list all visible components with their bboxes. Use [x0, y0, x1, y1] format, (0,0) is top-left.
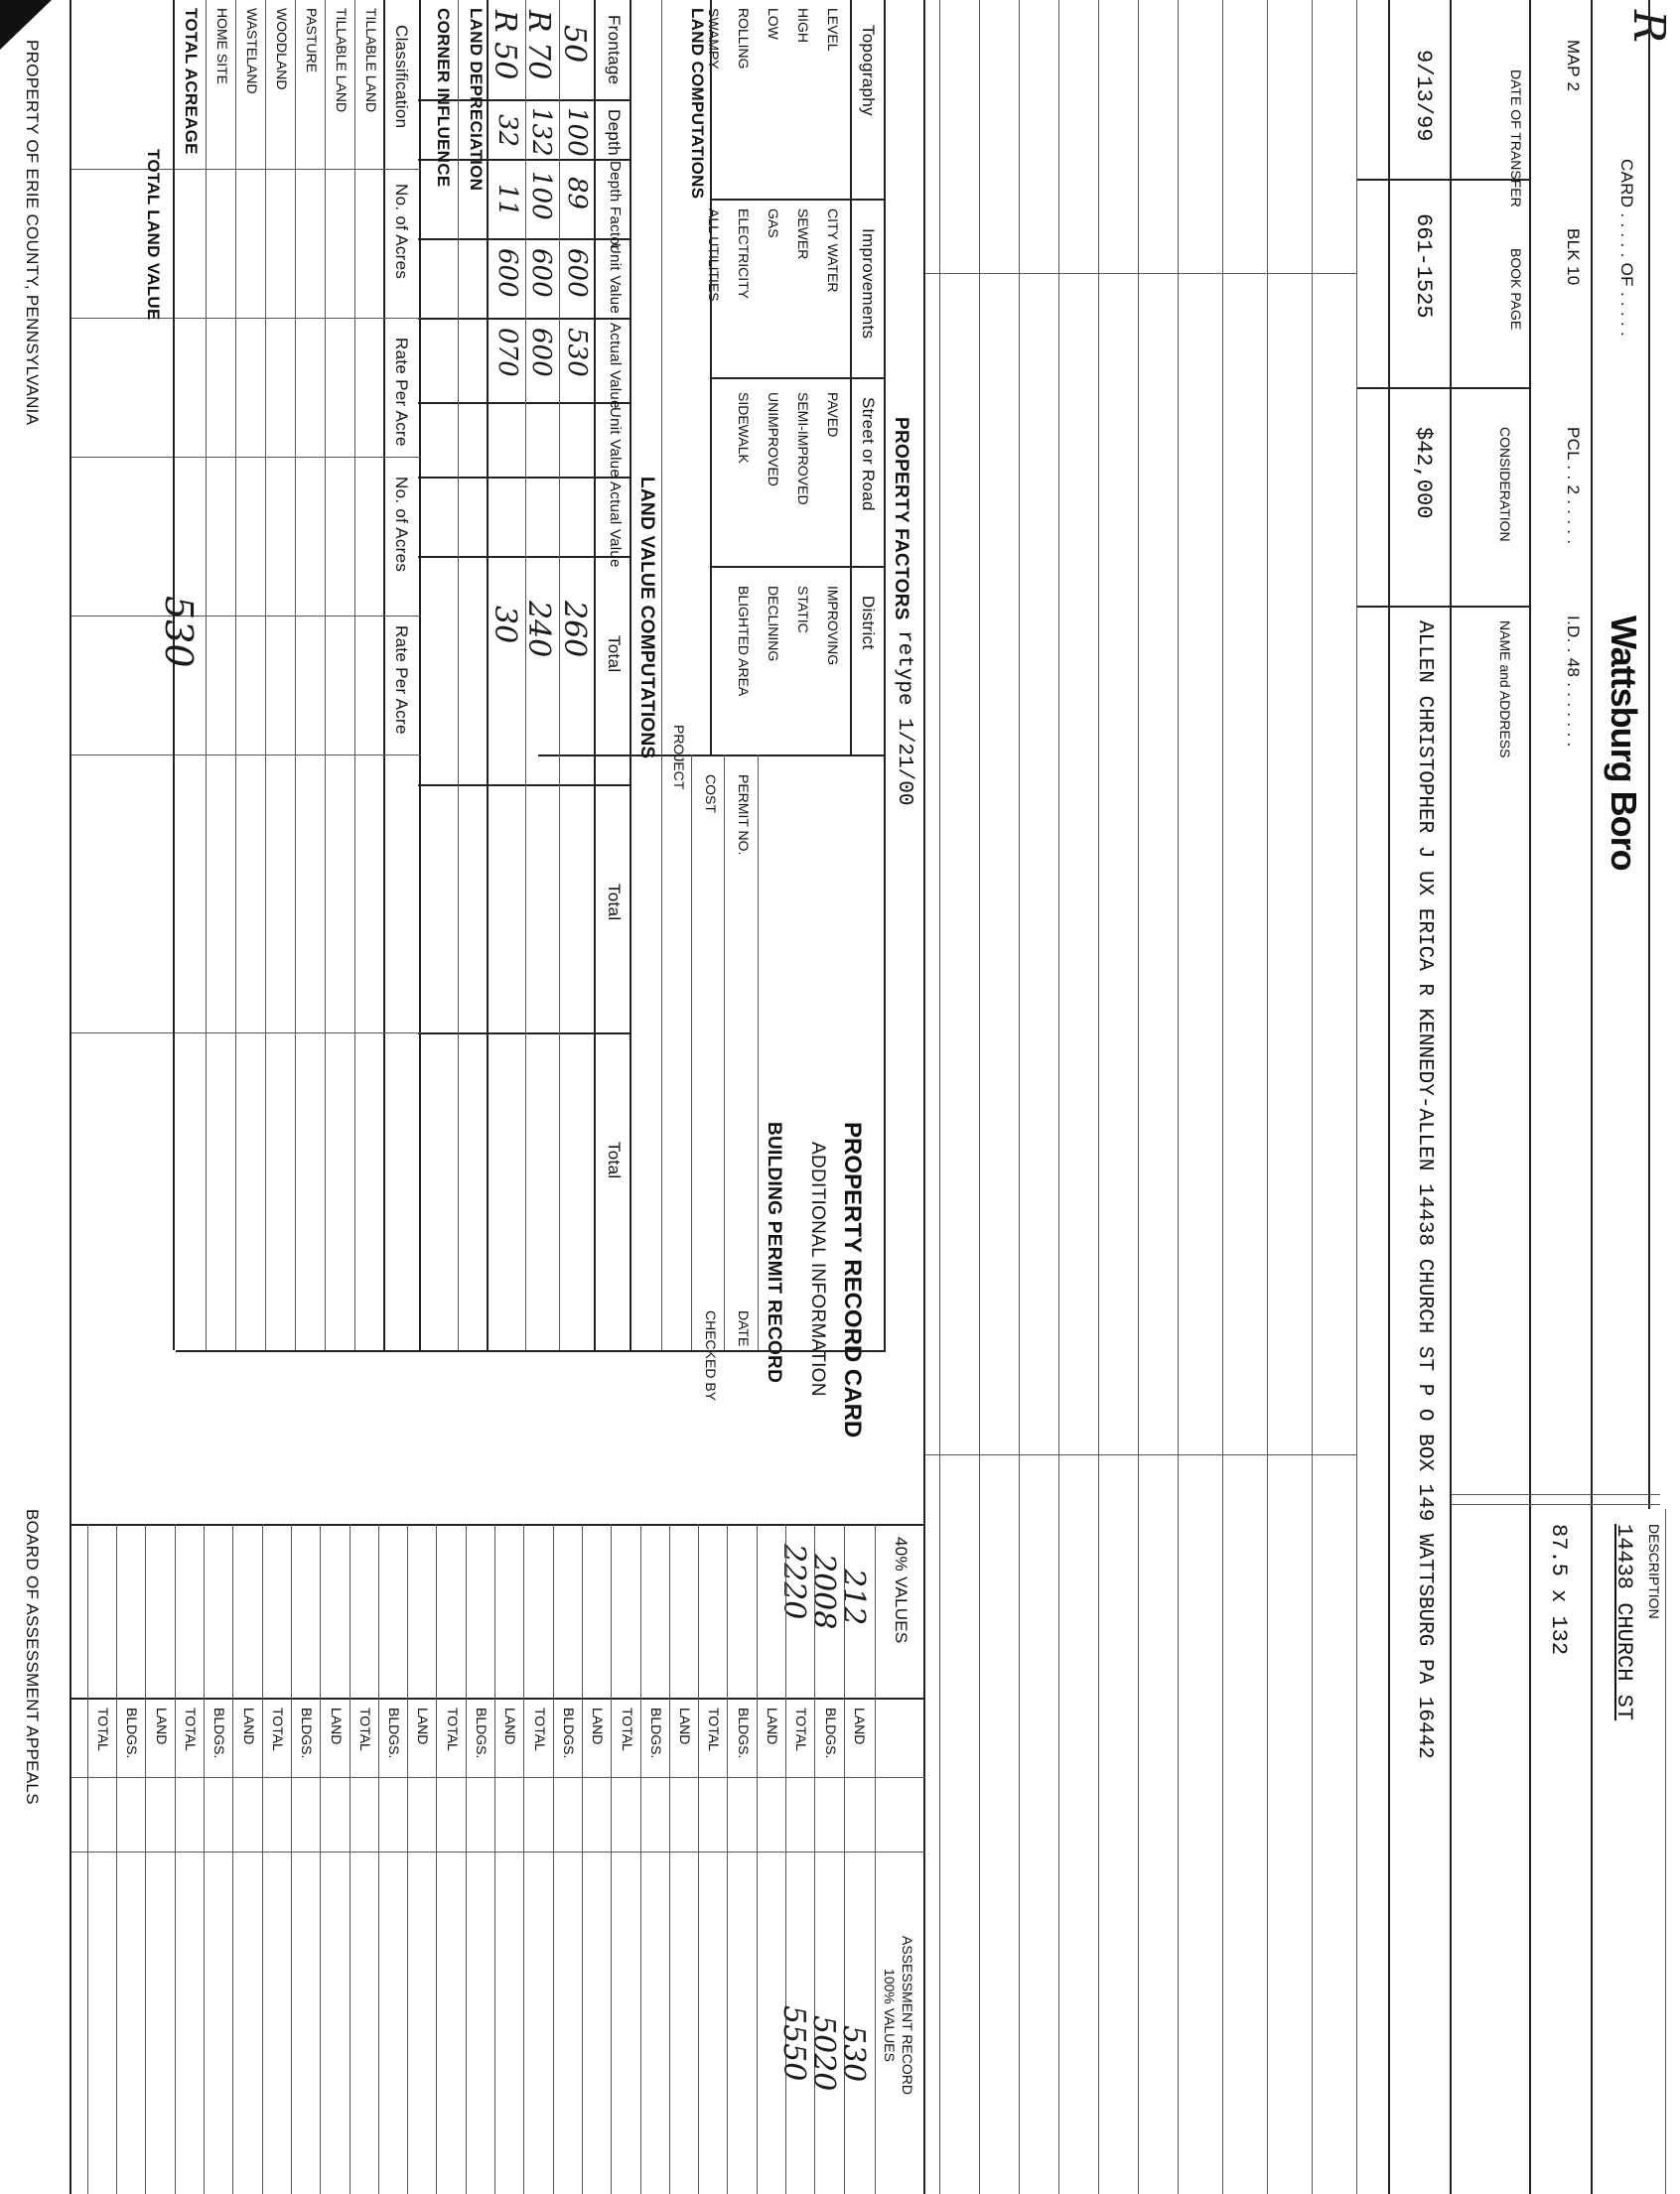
card-of: CARD . . . . . OF . . . . .	[1617, 159, 1636, 338]
assessment-label: TOTAL	[183, 1708, 200, 1751]
assessment-label: BLDGS.	[561, 1708, 577, 1759]
district-declining: DECLINING	[766, 586, 781, 662]
street-list	[729, 392, 848, 505]
lv-header-total-2: Total	[605, 884, 624, 921]
lv-row2-actual-value: 600	[526, 328, 556, 377]
lv-header-total-1: Total	[605, 635, 624, 673]
lv-row2-depth: 132	[526, 107, 556, 157]
district-improving: IMPROVING	[825, 586, 841, 666]
corner-influence-label: CORNER INFLUENCE	[434, 8, 453, 188]
topography-low: LOW	[766, 8, 781, 40]
assessment-row-line	[87, 1524, 88, 2194]
map-field: MAP 2	[1564, 40, 1583, 92]
assessment-row-line	[785, 1524, 786, 2194]
total-land-value: 530	[157, 596, 201, 668]
description-label: DESCRIPTION	[1646, 1524, 1662, 1619]
improvement-city-water: CITY WATER	[825, 208, 841, 293]
building-permit-title: BUILDING PERMIT RECORD	[764, 1122, 784, 1384]
lv-row2-unit-value: 600	[526, 248, 556, 298]
topography-list	[699, 8, 848, 69]
assessment-row-line	[437, 1524, 438, 2194]
pf-header-improvements: Improvements	[859, 228, 878, 340]
transfer-name-address: ALLEN CHRISTOPHER J UX ERICA R KENNEDY-ALLEN 14438 CHURCH ST P O BOX 149 WATTSBURG PA 16442	[1413, 620, 1436, 1759]
permit-date-field: DATE	[736, 1310, 752, 1347]
lv-row3-total: 30	[488, 606, 522, 644]
header-consideration: CONSIDERATION	[1497, 427, 1513, 542]
street-unimproved: UNIMPROVED	[766, 392, 781, 486]
assessment-label: BLDGS.	[124, 1708, 141, 1759]
permit-no-field: PERMIT NO.	[736, 774, 752, 856]
assessment-row-line	[204, 1524, 205, 2194]
assessment-row-line	[407, 1524, 408, 2194]
lv-row1-depth-factor: 89	[562, 177, 592, 210]
lv-row3-actual-value: 070	[492, 328, 522, 377]
assessment-entry-bldgs: 5020	[806, 2015, 841, 2092]
assessment-label: TOTAL	[619, 1708, 635, 1751]
values-40-entry-2: 2008	[806, 1554, 841, 1630]
acre-header-acres-2: No. of Acres	[392, 477, 411, 573]
assessment-label: BLDGS.	[647, 1708, 664, 1759]
assessment-label: LAND	[153, 1708, 170, 1745]
assessment-row-line	[116, 1524, 117, 2194]
property-factors-title: PROPERTY FACTORS	[891, 417, 911, 620]
assessment-label: BLDGS.	[386, 1708, 403, 1759]
class-pasture: PASTURE	[304, 8, 320, 73]
assessment-row-line	[494, 1524, 495, 2194]
assessment-row-line	[844, 1524, 845, 2194]
assessment-row-line	[291, 1524, 292, 2194]
assessment-label: TOTAL	[270, 1708, 286, 1751]
description-address: 14438 CHURCH ST	[1611, 1524, 1636, 1721]
total-land-value-label: TOTAL LAND VALUE	[144, 149, 163, 321]
improvement-all-utilities: ALL UTILITIES	[706, 208, 722, 302]
lv-row2-total: 240	[521, 601, 556, 658]
assessment-row-line	[698, 1524, 699, 2194]
assessment-label: BLDGS.	[822, 1708, 839, 1759]
assessment-row-line	[553, 1524, 554, 2194]
lv-row2-frontage: R 70	[521, 10, 556, 80]
assessment-row-line	[669, 1524, 670, 2194]
improvement-electricity: ELECTRICITY	[736, 208, 752, 300]
pf-header-street: Street or Road	[859, 397, 878, 511]
lv-header-actual-value: Actual Value	[607, 323, 624, 409]
class-wasteland: WASTELAND	[244, 8, 260, 94]
retype-note: retype 1/21/00	[893, 630, 915, 806]
lv-row1-unit-value: 600	[562, 248, 592, 298]
assessment-row-line	[814, 1524, 815, 2194]
blk-field: BLK 10	[1564, 228, 1583, 286]
lv-header-depth-factor: Depth Factor	[607, 161, 624, 251]
header-date-of-transfer: DATE OF TRANSFER	[1508, 69, 1524, 207]
class-tillable-1: TILLABLE LAND	[363, 8, 379, 113]
lv-row3-frontage: R 50	[488, 10, 522, 80]
assessment-label: TOTAL	[356, 1708, 373, 1751]
transfer-book-page: 661-1525	[1411, 213, 1436, 319]
permit-project-field: PROJECT	[671, 725, 687, 790]
acre-header-rate-1: Rate Per Acre	[392, 338, 411, 447]
topography-rolling: ROLLING	[736, 8, 752, 69]
acre-header-acres-1: No. of Acres	[392, 184, 411, 280]
lv-row3-depth: 32	[492, 114, 522, 148]
lv-header-actual-value-2: Actual Value	[607, 481, 624, 568]
header-name-and-address: NAME and ADDRESS	[1497, 620, 1513, 758]
assessment-label: LAND	[502, 1708, 519, 1745]
values-40-entry-1: 212	[836, 1569, 871, 1626]
description-lot-size: 87.5 x 132	[1546, 1524, 1571, 1656]
topography-swampy: SWAMPY	[706, 8, 722, 69]
assessment-label: TOTAL	[95, 1708, 112, 1751]
pf-header-topography: Topography	[859, 25, 878, 116]
improvements-list	[699, 208, 848, 302]
lv-header-frontage: Frontage	[605, 15, 624, 85]
street-paved: PAVED	[825, 392, 841, 438]
permit-cost-field: COST	[703, 774, 719, 813]
street-semi-improved: SEMI-IMPROVED	[795, 392, 811, 505]
assessment-entry-land: 530	[836, 2025, 871, 2083]
assessment-label: LAND	[852, 1708, 868, 1745]
lv-row1-total: 260	[557, 601, 592, 658]
lv-header-total-3: Total	[605, 1142, 624, 1179]
lv-row3-unit-value: 600	[492, 248, 522, 298]
assessment-row-line	[232, 1524, 233, 2194]
topography-level: LEVEL	[825, 8, 841, 52]
assessment-row-line	[378, 1524, 379, 2194]
assessment-label: LAND	[415, 1708, 432, 1745]
assessment-row-line	[640, 1524, 641, 2194]
assessment-row-line	[466, 1524, 467, 2194]
improvement-sewer: SEWER	[795, 208, 811, 260]
values-40-header: 40% VALUES	[892, 1537, 910, 1644]
assessment-label: LAND	[590, 1708, 607, 1745]
transfer-consideration: $42,000	[1411, 427, 1436, 519]
permit-checked-by-field: CHECKED BY	[703, 1310, 719, 1402]
assessment-row-line	[262, 1524, 263, 2194]
assessment-label: LAND	[677, 1708, 694, 1745]
header-book-page: BOOK PAGE	[1508, 248, 1524, 331]
acre-header-classification: Classification	[392, 25, 411, 129]
street-sidewalk: SIDEWALK	[736, 392, 752, 464]
class-woodland: WOODLAND	[274, 8, 290, 90]
record-card-title: PROPERTY RECORD CARD	[839, 1122, 866, 1439]
assessment-row-line	[146, 1524, 147, 2194]
district-list	[729, 586, 848, 696]
improvement-gas: GAS	[766, 208, 781, 238]
assessment-label: TOTAL	[706, 1708, 723, 1751]
assessment-label: BLDGS.	[299, 1708, 316, 1759]
assessment-row-line	[582, 1524, 583, 2194]
assessment-label: TOTAL	[793, 1708, 810, 1751]
assessment-header-2: 100% VALUES	[882, 1969, 898, 2062]
assessment-row-line	[611, 1524, 612, 2194]
values-40-entry-3: 2220	[776, 1544, 811, 1620]
district-blighted-area: BLIGHTED AREA	[736, 586, 752, 697]
lv-header-depth: Depth	[605, 109, 624, 156]
lv-row3-depth-factor: 11	[492, 184, 522, 217]
record-card-subtitle: ADDITIONAL INFORMATION	[807, 1142, 828, 1397]
total-acreage-label: TOTAL ACREAGE	[182, 8, 201, 155]
id-field: I.D. . 48 . . . . . . .	[1564, 616, 1583, 748]
topography-high: HIGH	[795, 8, 811, 43]
class-tillable-2: TILLABLE LAND	[334, 8, 350, 113]
assessment-row-line	[757, 1524, 758, 2194]
lv-row2-depth-factor: 100	[526, 171, 556, 220]
pf-header-district: District	[859, 596, 878, 650]
assessment-header-1: ASSESSMENT RECORD	[900, 1936, 915, 2095]
district-static: STATIC	[795, 586, 811, 633]
lv-row1-depth: 100	[562, 107, 592, 157]
footer-property-of: PROPERTY OF ERIE COUNTY, PENNSYLVANIA	[23, 40, 42, 426]
assessment-row-line	[175, 1524, 176, 2194]
footer-board: BOARD OF ASSESSMENT APPEALS	[23, 1509, 42, 1805]
assessment-label: BLDGS.	[211, 1708, 228, 1759]
pcl-field: PCL . . 2 . . . . .	[1564, 427, 1583, 545]
lv-header-unit-value: Unit Value	[607, 243, 624, 315]
class-home-site: HOME SITE	[214, 8, 230, 85]
land-computations-label: LAND COMPUTATIONS	[688, 8, 707, 200]
assessment-label: LAND	[240, 1708, 257, 1745]
assessment-row-line	[320, 1524, 321, 2194]
assessment-row-line	[728, 1524, 729, 2194]
assessment-label: TOTAL	[444, 1708, 461, 1751]
assessment-label: BLDGS.	[474, 1708, 490, 1759]
acre-header-rate-2: Rate Per Acre	[392, 625, 411, 735]
lv-row1-frontage: 50	[557, 25, 592, 64]
lv-row1-actual-value: 530	[562, 328, 592, 377]
assessment-row-line	[523, 1524, 524, 2194]
land-depreciation-label: LAND DEPRECIATION	[467, 8, 486, 192]
municipality: Wattsburg Boro	[1604, 616, 1644, 871]
land-value-computations-title: LAND VALUE COMPUTATIONS	[636, 477, 657, 759]
card-letter: R	[1623, 10, 1674, 44]
assessment-entry-total: 5550	[776, 2005, 811, 2082]
transfer-date: 9/13/99	[1411, 50, 1436, 142]
assessment-label: LAND	[328, 1708, 345, 1745]
assessment-label: TOTAL	[531, 1708, 548, 1751]
assessment-label: BLDGS.	[735, 1708, 752, 1759]
lv-header-unit-value-2: Unit Value	[607, 407, 624, 479]
assessment-label: LAND	[765, 1708, 781, 1745]
